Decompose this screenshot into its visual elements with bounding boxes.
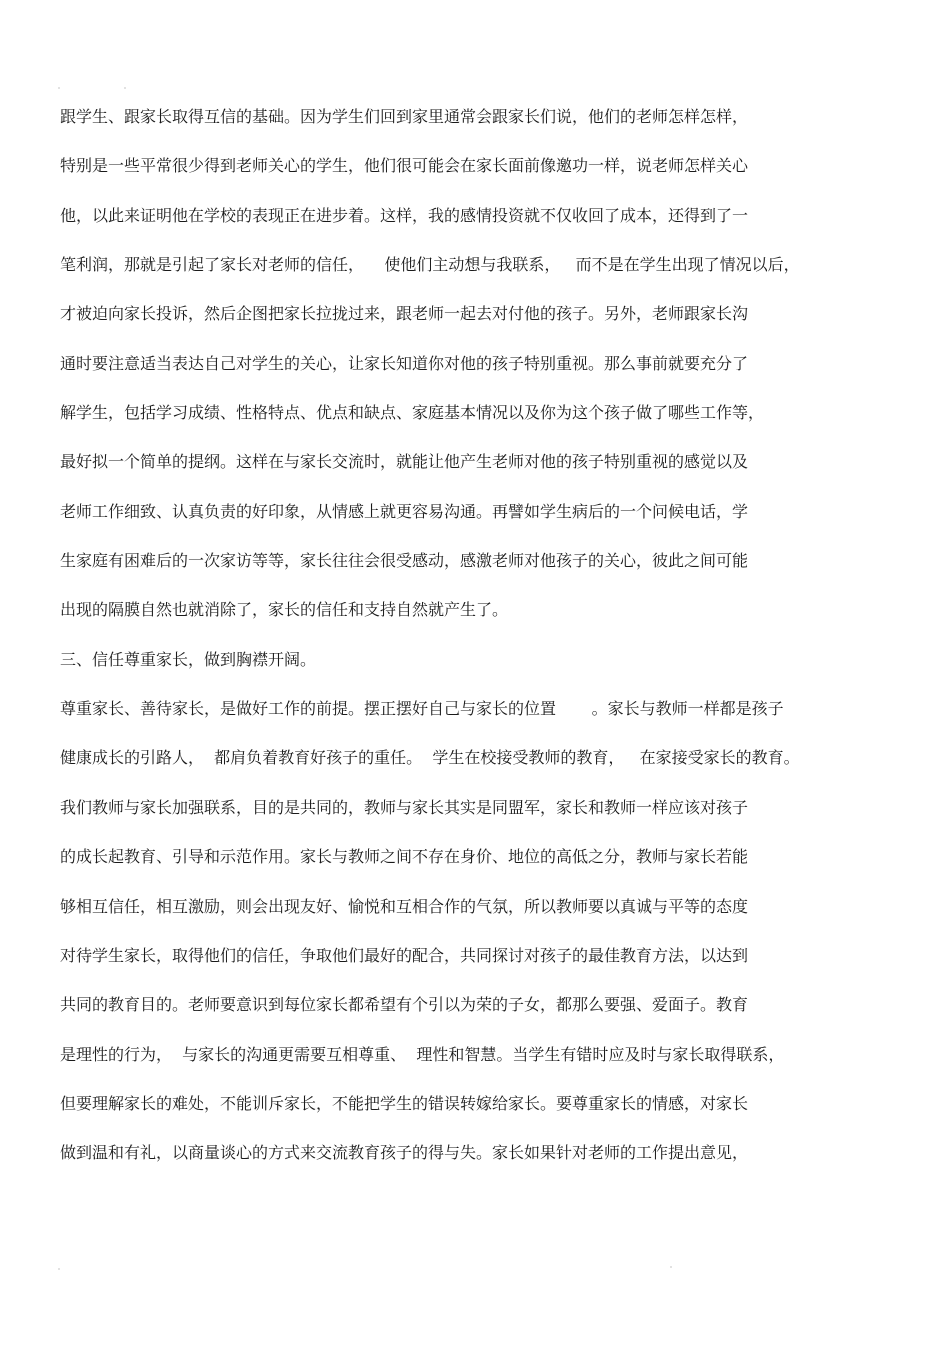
- corner-mark-bottom-left: [58, 1268, 60, 1270]
- text-line: 跟学生、跟家长取得互信的基础。因为学生们回到家里通常会跟家长们说，他们的老师怎样怎样，: [60, 107, 749, 126]
- text-line: 是理性的行为， 与家长的沟通更需要互相尊重、 理性和智慧。当学生有错时应及时与家长取得联系，: [60, 1044, 785, 1064]
- text-line: 特别是一些平常很少得到老师关心的学生，他们很可能会在家长面前像邀功一样，说老师怎样关心: [60, 156, 749, 176]
- text-line: 笔利润，那就是引起了家长对老师的信任， 使他们主动想与我联系， 而不是在学生出现了情况以后，: [60, 255, 800, 275]
- corner-mark-bottom-right: [670, 1266, 672, 1268]
- text-line: 出现的隔膜自然也就消除了，家长的信任和支持自然就产生了。: [60, 600, 509, 620]
- text-line: 但要理解家长的难处，不能训斥家长，不能把学生的错误转嫁给家长。要尊重家长的情感，对家长: [60, 1093, 749, 1113]
- text-line: 的成长起教育、引导和示范作用。家长与教师之间不存在身价、地位的高低之分，教师与家长若能: [60, 847, 749, 867]
- text-line: 他，以此来证明他在学校的表现正在进步着。这样，我的感情投资就不仅收回了成本，还得到了一: [60, 205, 749, 225]
- text-line: 尊重家长、善待家长，是做好工作的前提。摆正摆好自己与家长的位置 。家长与教师一样都是孩子: [60, 699, 784, 719]
- document-body: [60, 104, 890, 1190]
- text-line: 够相互信任，相互激励，则会出现友好、愉悦和互相合作的气氛，所以教师要以真诚与平等的态度: [60, 896, 749, 916]
- corner-mark-top-left: [58, 87, 60, 89]
- text-line: 健康成长的引路人， 都肩负着教育好孩子的重任。 学生在校接受教师的教育， 在家接受家长的教育。: [60, 748, 800, 768]
- corner-mark-top-right: [124, 87, 126, 89]
- text-line: 最好拟一个简单的提纲。这样在与家长交流时，就能让他产生老师对他的孩子特别重视的感觉以及: [60, 452, 749, 472]
- text-line: 才被迫向家长投诉，然后企图把家长拉拢过来，跟老师一起去对付他的孩子。另外，老师跟家长沟: [60, 304, 749, 324]
- text-line: 解学生，包括学习成绩、性格特点、优点和缺点、家庭基本情况以及你为这个孩子做了哪些工作等，: [60, 403, 765, 423]
- text-line: 对待学生家长，取得他们的信任，争取他们最好的配合，共同探讨对孩子的最佳教育方法，以达到: [60, 945, 749, 965]
- text-line: 共同的教育目的。老师要意识到每位家长都希望有个引以为荣的子女，都那么要强、爱面子。教育: [60, 995, 749, 1015]
- section-heading: 三、信任尊重家长，做到胸襟开阔。: [60, 649, 317, 669]
- text-line: 我们教师与家长加强联系，目的是共同的，教师与家长其实是同盟军，家长和教师一样应该对孩子: [60, 797, 749, 817]
- text-line: 生家庭有困难后的一次家访等等，家长往往会很受感动，感激老师对他孩子的关心，彼此之间可能: [60, 551, 749, 571]
- text-line: 通时要注意适当表达自己对学生的关心，让家长知道你对他的孩子特别重视。那么事前就要充分了: [60, 353, 749, 373]
- text-line: 老师工作细致、认真负责的好印象，从情感上就更容易沟通。再譬如学生病后的一个问候电话，学: [60, 501, 749, 521]
- text-line: 做到温和有礼，以商量谈心的方式来交流教育孩子的得与失。家长如果针对老师的工作提出意见，: [60, 1143, 749, 1163]
